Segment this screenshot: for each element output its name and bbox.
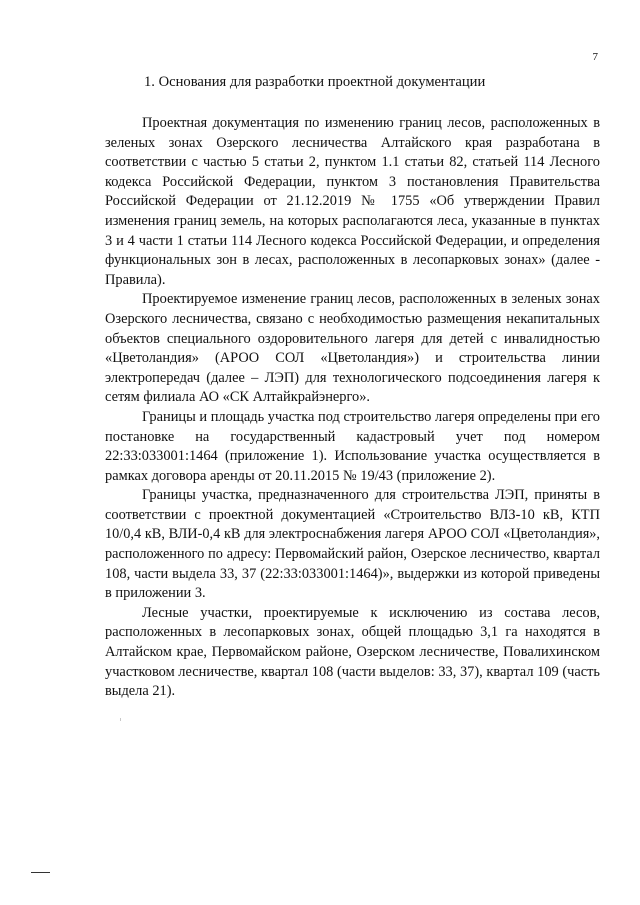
text-line: соответствии с проектной документацией «Строительство ВЛЗ-10 кВ, КТП xyxy=(105,506,600,523)
footer-rule xyxy=(31,872,50,873)
text-line: расположенного по адресу: Первомайский район, Озерское лесничество, квартал xyxy=(105,546,600,563)
paragraph xyxy=(105,486,600,604)
text-line: Правила). xyxy=(105,271,166,288)
text-line: Проектируемое изменение границ лесов, расположенных в зеленых зонах xyxy=(142,291,600,308)
text-line: Озерского лесничества, связано с необходимостью размещения некапитальных xyxy=(105,310,600,327)
text-line: 108, части выдела 33, 37 (22:33:033001:1464)», выдержки из которой приведены xyxy=(105,565,600,582)
text-line: сетям филиала АО «СК Алтайкрайэнерго». xyxy=(105,389,371,406)
section-heading: 1. Основания для разработки проектной документации xyxy=(144,74,486,90)
text-line: 10/0,4 кВ, ВЛИ-0,4 кВ для электроснабжения лагеря АРОО СОЛ «Цветоландия», xyxy=(105,526,600,543)
paragraph xyxy=(105,114,600,290)
text-line: соответствии с частью 5 статьи 2, пунктом 1.1 статьи 82, статьей 114 Лесного xyxy=(105,154,600,171)
text-line: зеленых зонах Озерского лесничества Алтайского края разработана в xyxy=(105,134,600,151)
text-line: функциональных зон в лесах, расположенных в лесопарковых зонах» (далее - xyxy=(105,252,600,269)
text-line: Алтайском крае, Первомайском районе, Озерском лесничестве, Повалихинском xyxy=(105,644,600,661)
page-number: 7 xyxy=(592,51,598,63)
text-line: кодекса Российской Федерации, пунктом 3 постановления Правительства xyxy=(105,173,600,190)
paragraph xyxy=(105,408,600,486)
body-text xyxy=(105,114,600,702)
text-line: «Цветоландия» (АРОО СОЛ «Цветоландия») и строительства линии xyxy=(105,350,600,367)
text-line: 22:33:033001:1464 (приложение 1). Использование участка осуществляется в xyxy=(105,448,600,465)
text-line: Лесные участки, проектируемые к исключению из состава лесов, xyxy=(142,604,600,621)
text-line: расположенных в лесопарковых зонах, общей площадью 3,1 га находятся в xyxy=(105,624,600,641)
paragraph xyxy=(105,604,600,702)
text-line: изменения границ земель, на которых располагаются леса, указанные в пунктах xyxy=(105,212,600,229)
text-line: Российской Федерации от 21.12.2019 № 1755 «Об утверждении Правил xyxy=(105,193,600,210)
scan-mark xyxy=(120,718,121,721)
text-line: Границы и площадь участка под строительство лагеря определены при его xyxy=(142,408,600,425)
text-line: выдела 21). xyxy=(105,683,176,700)
text-line: объектов специального оздоровительного лагеря для детей с инвалидностью xyxy=(105,330,600,347)
text-line: рамках договора аренды от 20.11.2015 № 19/43 (приложение 2). xyxy=(105,467,496,484)
text-line: Границы участка, предназначенного для строительства ЛЭП, приняты в xyxy=(142,487,600,504)
paragraph xyxy=(105,290,600,408)
text-line: постановке на государственный кадастровый учет под номером xyxy=(105,428,600,445)
text-line: 3 и 4 части 1 статьи 114 Лесного кодекса Российской Федерации, и определения xyxy=(105,232,600,249)
text-line: Проектная документация по изменению границ лесов, расположенных в xyxy=(142,115,600,131)
text-line: в приложении 3. xyxy=(105,585,206,602)
text-line: участковом лесничестве, квартал 108 (части выделов: 33, 37), квартал 109 (часть xyxy=(105,663,600,680)
text-line: электропередач (далее – ЛЭП) для технологического подсоединения лагеря к xyxy=(105,369,600,386)
